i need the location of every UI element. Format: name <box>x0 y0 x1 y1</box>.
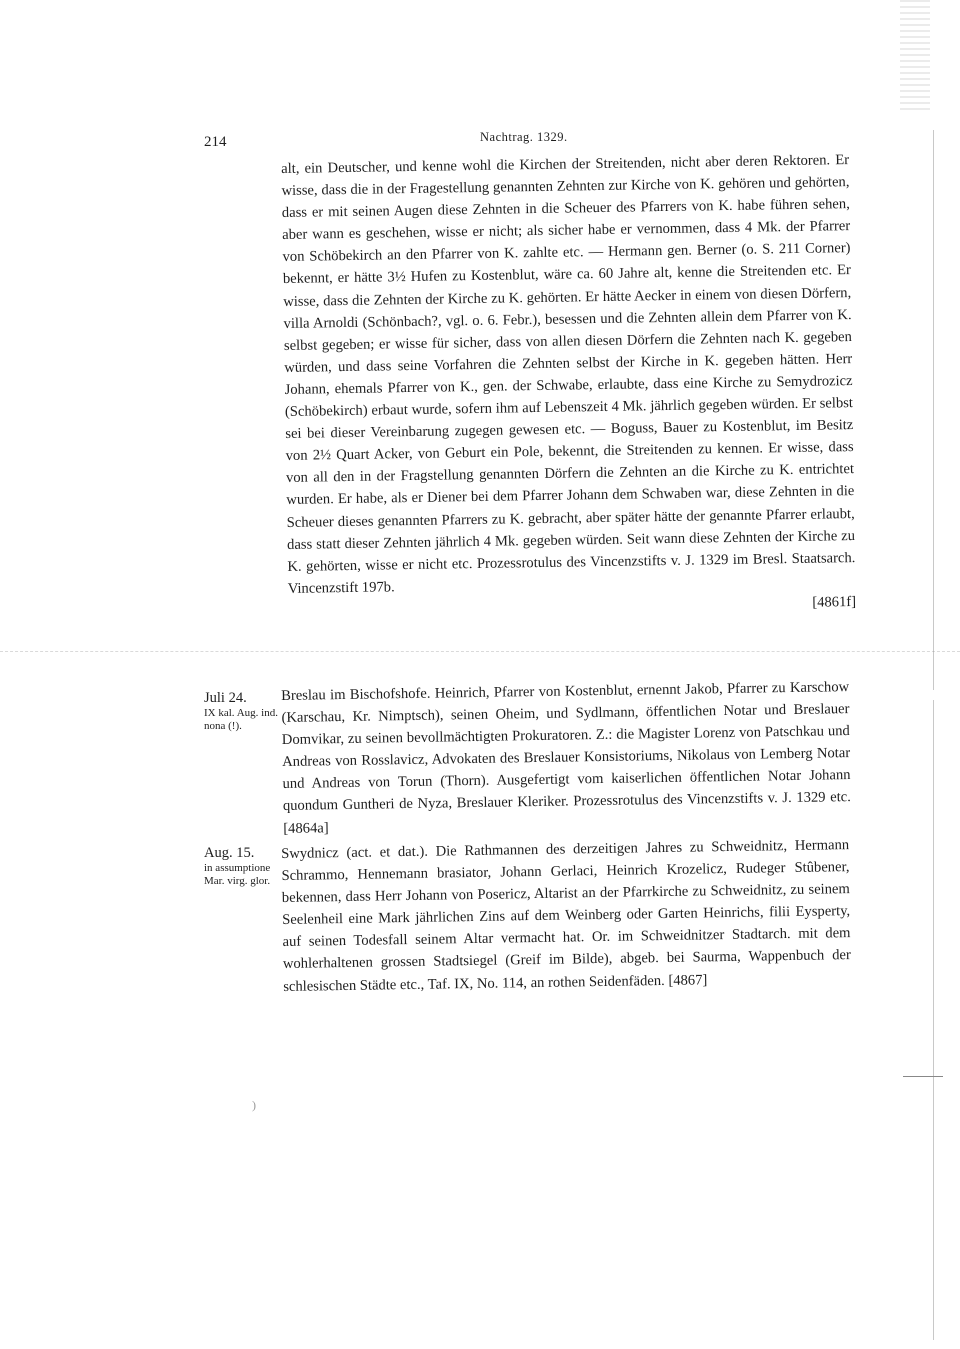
margin-annotation: IX kal. Aug. ind. nona (!). <box>204 707 278 732</box>
margin-annotation: in assumptione Mar. virg. glor. <box>204 862 271 887</box>
gutter-mark <box>903 1076 943 1077</box>
gutter-line-upper <box>933 130 934 690</box>
smudge-mark: ) <box>252 1098 256 1112</box>
paragraph-text: alt, ein Deutscher, und kenne wohl die Kirchen der Streitenden, nicht aber deren Rektoren. Er wisse, dass die in der Fragestellung genannten Zehnten zur Kirche von K. gehören und gehörten, dass er mit seinen Augen diese Zehnten in die Scheuer des Pfarrers von K. habe führen sehen, aber wann es geschehen, wisse er nicht; als sicher habe er vernommen, dass 4 Mk. der Pfarrer von Schöbekirch an den Pfarrer von K. zahlte etc. — Hermann gen. Berner (o. S. 211 Corner) bekennt, er hätte 3½ Hufen zu Kostenblut, wäre ca. 60 Jahre alt, kenne die Streitenden etc. Er wisse, dass die Zehnten der Kirche zu K. gehörten. Er hätte Aecker in einem von diesen Dörfern, villa Arnoldi (Schönbach?, vgl. o. 6. Febr.), besessen und die Zehnten allein dem Pfarrer von K. selbst gegeben; er wisse für sicher, dass von allen diesen Dörfern die Zehnten nach K. gegeben würden, und dass seine Vorfahren die Zehnten selbst der Kirche in K. gegeben hätten. Herr Johann, ehemals Pfarrer von K., gen. der Schwabe, erlaubte, dass eine Kirche zu Semydrozicz (Schöbekirch) erbaut wurde, sofern ihm auf Lebenszeit 4 Mk. jährlich gegeben würden. Er selbst sei bei dieser Vereinbarung zugegen gewesen etc. — Boguss, Bauer zu Kostenblut, im Besitz von 2½ Quart Acker, von Geburt ein Pole, bekennt, die Streitenden zu kennen. Er wisse, dass von all den in der Fragstellung genannten Dörfern die Zehnten an die Kirche zu K. entrichtet wurden. Er habe, als er Diener bei dem Pfarrer Johann dem Schwaben war, diese Zehnten in die Scheuer dieses genannten Pfarrers zu K. gebracht, aber später hätte der genannte Pfarrer erlaubt, dass statt dieser Zehnten jährlich 4 Mk. gegeben würden. Seit wann diese Zehnten der Kirche zu K. gehörten, wisse er nicht etc. Prozessrotulus des Vincenzstifts v. J. 1329 im Bresl. Staatsarch. Vincenzstift 197b. <box>281 152 856 597</box>
document-reference: [4861f] <box>812 593 857 611</box>
margin-note-entry3 <box>204 844 284 887</box>
entry-paragraph <box>281 834 851 998</box>
scan-stain <box>900 0 930 110</box>
gutter-line-lower <box>933 700 934 1340</box>
margin-note-entry2 <box>204 689 284 732</box>
running-head: Nachtrag. 1329. <box>480 130 568 144</box>
margin-date: Aug. 15. <box>204 845 255 861</box>
page-number: 214 <box>204 134 227 150</box>
paragraph-text: Breslau im Bischofshofe. Heinrich, Pfarrer von Kostenblut, ernennt Jakob, Pfarrer zu Karschow (Karschau, Kr. Nimptsch), seinen Oheim, und Sydlmann, öffentlichen Notar und Breslauer Domvikar, zu seinen bevollmächtigten Prokuratoren. Z.: die Magister Lorenz von Patschkau und Andreas von Rosslavicz, Advokaten des Breslauer Konsistoriums, Nikolaus von Lemberg Notar und Andreas von Torun (Thorn). Ausgefertigt vom kaiserlichen öffentlichen Notar Johann quondum Guntheri de Nyza, Breslauer Kleriker. Prozessrotulus des Vincenzstifts v. J. 1329 etc. [4864a] <box>281 679 851 837</box>
scan-artifact-line <box>0 651 960 652</box>
continuation-paragraph <box>281 149 856 622</box>
entry-paragraph <box>281 676 851 840</box>
margin-date: Juli 24. <box>204 690 247 706</box>
paragraph-text: Swydnicz (act. et dat.). Die Rathmannen des derzeitigen Jahres zu Schweidnitz, Hermann Schrammo, Hennemann brasiator, Johann Gerlaci, Heinrich Krozelicz, Rudeger Stûbener, bekennen, dass Herr Johann von Posericz, Altarist an der Pfarrkirche zu Schweidnitz, zu seinem Seelenheil eine Mark jährlichen Zins auf dem Weinberg oder Garten Heinrichs, filii Eysperty, auf seinen Todesfall seinem Altar vermacht hat. Or. im Schweidnitzer Stadtarch. mit dem wohlerhaltenen grossen Stadtsiegel (Greif im Bilde), abgeb. bei Saurma, Wappenbuch der schlesischen Städte etc., Taf. IX, No. 114, an rothen Seidenfäden. [4867] <box>281 837 851 995</box>
